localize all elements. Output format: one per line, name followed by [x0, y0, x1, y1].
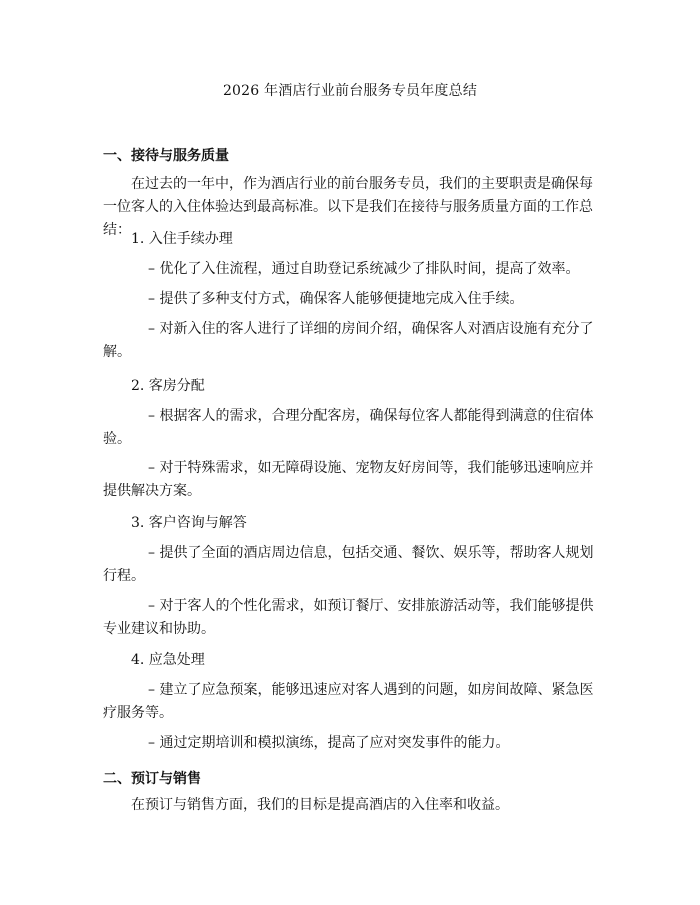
document-title: 2026 年酒店行业前台服务专员年度总结 [222, 83, 478, 99]
list-item-label: 3. 客户咨询与解答 [131, 515, 247, 531]
list-item-label: 4. 应急处理 [131, 652, 205, 668]
section-intro: 在过去的一年中，作为酒店行业的前台服务专员，我们的主要职责是确保每一位客人的入住体验达到最高标准。以下是我们在接待与服务质量方面的工作总结： [103, 176, 593, 238]
section-intro: 在预订与销售方面，我们的目标是提高酒店的入住率和收益。 [131, 797, 509, 813]
bullet-text: – 根据客人的需求，合理分配客房，确保每位客人都能得到满意的住宿体验。 [103, 408, 594, 447]
list-item-label: 2. 客房分配 [131, 378, 205, 394]
bullet-text: – 提供了全面的酒店周边信息，包括交通、餐饮、娱乐等，帮助客人规划行程。 [103, 545, 594, 584]
bullet-text: – 对新入住的客人进行了详细的房间介绍，确保客人对酒店设施有充分了解。 [103, 321, 594, 360]
bullet-text: – 优化了入住流程，通过自助登记系统减少了排队时间，提高了效率。 [148, 261, 580, 277]
bullet-text: – 通过定期培训和模拟演练，提高了应对突发事件的能力。 [148, 735, 510, 751]
bullet-text: – 对于特殊需求，如无障碍设施、宠物友好房间等，我们能够迅速响应并提供解决方案。 [103, 460, 594, 499]
list-item-label: 1. 入住手续办理 [131, 231, 233, 247]
bullet-text: – 建立了应急预案，能够迅速应对客人遇到的问题，如房间故障、紧急医疗服务等。 [103, 682, 594, 721]
section-heading: 一、接待与服务质量 [103, 148, 229, 164]
bullet-text: – 对于客人的个性化需求，如预订餐厅、安排旅游活动等，我们能够提供专业建议和协助。 [103, 598, 594, 637]
bullet-text: – 提供了多种支付方式，确保客人能够便捷地完成入住手续。 [148, 291, 524, 307]
section-heading: 二、预订与销售 [103, 771, 201, 787]
